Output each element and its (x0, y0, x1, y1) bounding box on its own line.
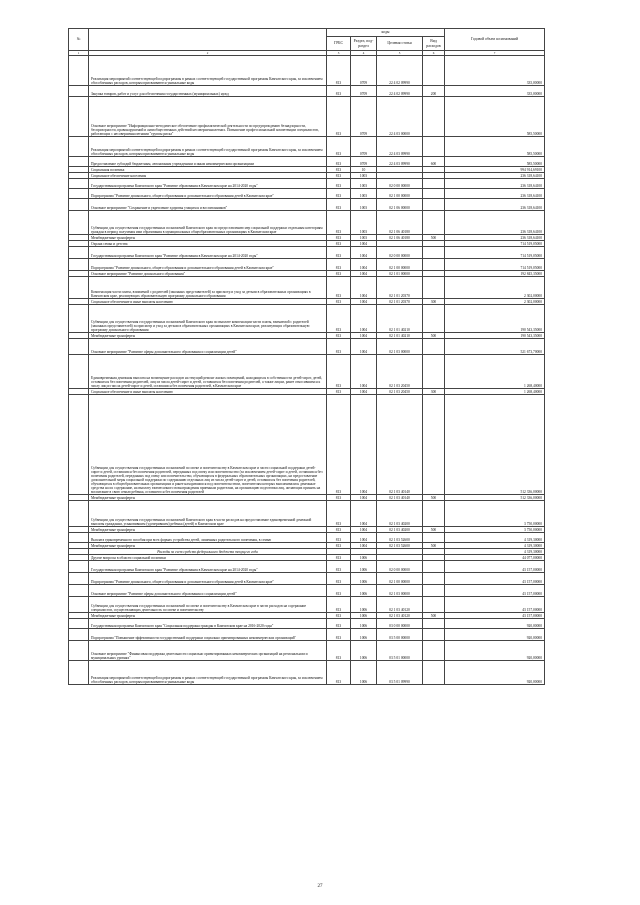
table-row (69, 97, 545, 137)
row-number-cell (69, 585, 89, 597)
row-vr-cell: 200 (423, 86, 445, 97)
row-name-cell: Субвенции для осуществления государственных полномочий Камчатского края по предоставлению мер социальной поддержки отдельным категориям граждан в период получения ими образования в муниципальных общеобразовательных организациях в Камчатском крае (89, 211, 327, 235)
row-csr-cell: 02 1 03 52600 (377, 533, 423, 543)
row-name-cell: Государственная программа Камчатского края "Развитие образования в Камчатском крае на 2014-2020 годы" (89, 247, 327, 259)
col-number-header: № (69, 29, 89, 51)
table-row (69, 179, 545, 189)
table-row (69, 355, 545, 389)
page-number: 27 (317, 884, 323, 889)
row-csr-cell: 02 1 06 40180 (377, 211, 423, 235)
row-sum-cell: 43 157,00000 (445, 597, 545, 613)
row-name-cell: Социальное обеспечение населения (89, 173, 327, 179)
row-name-cell: Охрана семьи и детства (89, 241, 327, 247)
row-name-cell: Межбюджетные трансферты (89, 333, 327, 339)
row-csr-cell: 02 0 00 00000 (377, 561, 423, 573)
row-name-cell: Государственная программа Камчатского края "Развитие образования в Камчатском крае на 2014-2020 годы" (89, 561, 327, 573)
row-number-cell (69, 86, 89, 97)
row-vr-cell (423, 247, 445, 259)
row-name-cell: Межбюджетные трансферты (89, 527, 327, 533)
table-row (69, 501, 545, 527)
row-grbs-cell: 813 (327, 561, 351, 573)
row-csr-cell: 02 1 00 00000 (377, 573, 423, 585)
row-razdel-cell: 1004 (351, 495, 377, 501)
row-razdel-cell: 10 (351, 167, 377, 173)
row-csr-cell: 02 1 01 40210 (377, 333, 423, 339)
row-grbs-cell: 813 (327, 173, 351, 179)
row-vr-cell (423, 211, 445, 235)
row-name-cell: Государственная программа Камчатского края "Социальная поддержка граждан в Камчатском крае на 2016-2020 годы" (89, 619, 327, 629)
row-csr-cell: 22 4 03 00000 (377, 97, 423, 137)
row-razdel-cell: 1004 (351, 339, 377, 355)
row-name-cell: Компенсация части платы, взимаемой с родителей (законных представителей) за присмотр и уход за детьми в образовательных организациях в Камчатском крае, реализующих образовательную программу дошкольного образования (89, 277, 327, 299)
row-grbs-cell: 813 (327, 86, 351, 97)
row-name-cell: Межбюджетные трансферты (89, 543, 327, 549)
row-name-cell: Социальное обеспечение и иные выплаты населению (89, 299, 327, 305)
row-number-cell (69, 137, 89, 157)
row-grbs-cell: 813 (327, 543, 351, 549)
row-vr-cell (423, 619, 445, 629)
row-grbs-cell: 813 (327, 533, 351, 543)
row-csr-cell: 02 1 06 00000 (377, 199, 423, 211)
row-grbs-cell: 813 (327, 619, 351, 629)
budget-table-body (69, 56, 545, 685)
row-vr-cell: 500 (423, 527, 445, 533)
row-csr-cell: 02 1 03 40120 (377, 597, 423, 613)
row-grbs-cell: 813 (327, 56, 351, 86)
row-sum-cell: 43 157,00000 (445, 573, 545, 585)
row-number-cell (69, 641, 89, 661)
col-csr-header: Целевая статья (377, 37, 423, 51)
row-sum-cell: 512 336,00000 (445, 395, 545, 495)
row-razdel-cell: 1006 (351, 561, 377, 573)
table-row (69, 277, 545, 299)
row-grbs-cell: 813 (327, 661, 351, 685)
row-number-cell (69, 533, 89, 543)
row-grbs-cell: 813 (327, 271, 351, 277)
row-sum-cell: 714 519,05000 (445, 241, 545, 247)
row-csr-cell: 22 4 03 09990 (377, 137, 423, 157)
table-row (69, 629, 545, 641)
row-vr-cell (423, 585, 445, 597)
row-sum-cell: 190 543,35000 (445, 333, 545, 339)
row-grbs-cell: 813 (327, 641, 351, 661)
row-number-cell (69, 189, 89, 199)
row-grbs-cell: 813 (327, 395, 351, 495)
row-name-cell: Реализация мероприятий соответствующей подпрограммы в рамках соответствующей государственной программы Камчатского края, за исключением обособленных расходов, которым присваиваются уникальные коды (89, 137, 327, 157)
row-sum-cell: 44 077,00000 (445, 555, 545, 561)
row-name-cell: Другие вопросы в области социальной политики (89, 555, 327, 561)
row-vr-cell: 500 (423, 333, 445, 339)
row-grbs-cell: 813 (327, 333, 351, 339)
table-row (69, 259, 545, 271)
table-row (69, 247, 545, 259)
table-row (69, 137, 545, 157)
row-razdel-cell: 1004 (351, 355, 377, 389)
row-razdel-cell: 1004 (351, 395, 377, 495)
budget-table-page (68, 28, 544, 685)
row-vr-cell (423, 97, 445, 137)
row-vr-cell (423, 573, 445, 585)
row-sum-cell: 192 845,35000 (445, 271, 545, 277)
row-razdel-cell: 1004 (351, 299, 377, 305)
row-number-cell (69, 97, 89, 137)
row-razdel-cell: 1006 (351, 573, 377, 585)
row-name-cell: Реализация мероприятий соответствующей подпрограммы в рамках соответствующей государственной программы Камчатского края, за исключением обособленных расходов, которым присваиваются уникальные коды (89, 661, 327, 685)
row-number-cell (69, 211, 89, 235)
row-number-cell (69, 179, 89, 189)
row-vr-cell (423, 199, 445, 211)
row-csr-cell: 02 1 03 40140 (377, 395, 423, 495)
row-csr-cell: 02 1 03 00000 (377, 585, 423, 597)
row-razdel-cell: 1006 (351, 641, 377, 661)
row-csr-cell: 03 5 00 00000 (377, 629, 423, 641)
row-name-cell: Подпрограмма "Развитие дошкольного, общего образования и дополнительного образования детей в Камчатском крае" (89, 189, 327, 199)
row-sum-cell: 43 157,00000 (445, 585, 545, 597)
row-name-cell: Основное мероприятие "Развитие дошкольного образования" (89, 271, 327, 277)
col-num-6: 6 (423, 51, 445, 56)
row-name-cell: Межбюджетные трансферты (89, 235, 327, 241)
row-number-cell (69, 56, 89, 86)
row-number-cell (69, 597, 89, 613)
row-csr-cell: 03 5 01 00000 (377, 641, 423, 661)
row-name-cell: Выплата единовременного пособия при всех формах устройства детей, лишенных родительского попечения, в семью (89, 533, 327, 543)
row-sum-cell: 3 750,00000 (445, 501, 545, 527)
row-vr-cell (423, 179, 445, 189)
row-csr-cell: 02 1 03 20450 (377, 355, 423, 389)
row-grbs-cell: 813 (327, 495, 351, 501)
row-vr-cell: 600 (423, 157, 445, 167)
row-grbs-cell: 813 (327, 97, 351, 137)
row-grbs-cell: 813 (327, 157, 351, 167)
row-sum-cell: 4 319,30000 (445, 543, 545, 549)
col-num-1: 1 (69, 51, 89, 56)
row-sum-cell: 920,00000 (445, 629, 545, 641)
row-vr-cell (423, 56, 445, 86)
table-row (69, 189, 545, 199)
row-number-cell (69, 561, 89, 573)
row-razdel-cell: 1004 (351, 241, 377, 247)
row-csr-cell: 03 5 01 09990 (377, 661, 423, 685)
row-grbs-cell: 813 (327, 339, 351, 355)
row-grbs-cell: 813 (327, 527, 351, 533)
row-name-cell: Подпрограмма "Развитие дошкольного, общего образования и дополнительного образования детей в Камчатском крае" (89, 259, 327, 271)
table-row (69, 305, 545, 333)
row-sum-cell: 236 318,64100 (445, 235, 545, 241)
row-number-cell (69, 339, 89, 355)
row-sum-cell: 236 318,64100 (445, 179, 545, 189)
row-vr-cell (423, 277, 445, 299)
row-razdel-cell: 1003 (351, 235, 377, 241)
row-csr-cell: 02 1 03 00000 (377, 339, 423, 355)
row-grbs-cell: 813 (327, 179, 351, 189)
row-grbs-cell: 813 (327, 189, 351, 199)
col-num-7: 7 (445, 51, 545, 56)
row-name-cell: Основное мероприятие "Финансовая поддержка деятельности социально ориентированных некоммерческих организаций на региональном и муниципальных уровнях" (89, 641, 327, 661)
codes-header: коды (327, 29, 445, 37)
row-name-cell: Расходы за счет средств федерального бюджета текущего года (89, 549, 327, 555)
row-vr-cell (423, 641, 445, 661)
row-sum-cell: 714 519,05000 (445, 247, 545, 259)
row-grbs-cell: 813 (327, 235, 351, 241)
row-vr-cell (423, 395, 445, 495)
row-grbs-cell: 813 (327, 305, 351, 333)
table-row (69, 56, 545, 86)
row-vr-cell (423, 137, 445, 157)
row-vr-cell: 500 (423, 543, 445, 549)
row-name-cell: Субвенции для осуществления государственных полномочий по опеке и попечительству в Камчатском крае в части расходов на содержание специалистов, осуществляющих деятельность по опеке и попечительству (89, 597, 327, 613)
row-csr-cell: 02 0 00 00000 (377, 179, 423, 189)
row-sum-cell: 190 543,35000 (445, 305, 545, 333)
row-number-cell (69, 259, 89, 271)
row-grbs-cell: 813 (327, 277, 351, 299)
row-vr-cell (423, 305, 445, 333)
row-sum-cell: 512 336,00000 (445, 495, 545, 501)
row-number-cell (69, 619, 89, 629)
row-razdel-cell: 1006 (351, 661, 377, 685)
row-number-cell (69, 355, 89, 389)
row-name-cell: Реализация мероприятий соответствующей подпрограммы в рамках соответствующей государственной программы Камчатского края, за исключением обособленных расходов, которым присваиваются уникальные коды (89, 56, 327, 86)
row-razdel-cell: 1004 (351, 277, 377, 299)
row-csr-cell: 02 1 01 20370 (377, 299, 423, 305)
row-vr-cell (423, 339, 445, 355)
row-grbs-cell: 813 (327, 137, 351, 157)
row-sum-cell: 2 302,00000 (445, 299, 545, 305)
row-vr-cell (423, 533, 445, 543)
row-grbs-cell: 813 (327, 597, 351, 613)
table-row (69, 395, 545, 495)
table-row (69, 86, 545, 97)
row-csr-cell: 03 0 00 00000 (377, 619, 423, 629)
row-razdel-cell: 1003 (351, 199, 377, 211)
row-razdel-cell: 0709 (351, 86, 377, 97)
row-vr-cell: 300 (423, 389, 445, 395)
row-razdel-cell: 0709 (351, 157, 377, 167)
row-name-cell: Единовременная денежная выплата на возмещение расходов на текущий ремонт жилых помещений, находящихся в собственности детей-сирот, детей, оставшихся без попечения родителей, лиц из числа детей-сирот и детей, оставшихся без попечения родителей, а также лицам, ранее относившимся к числу лиц из числа детей-сирот и детей, оставшихся без попечения родителей, в Камчатском крае (89, 355, 327, 389)
row-name-cell: Социальная политика (89, 167, 327, 173)
row-sum-cell: 335,00000 (445, 86, 545, 97)
row-razdel-cell: 1003 (351, 189, 377, 199)
table-row (69, 597, 545, 613)
row-csr-cell: 02 1 06 40180 (377, 235, 423, 241)
row-name-cell: Субвенции для осуществления государственных полномочий Камчатского края в части расходов на предоставление единовременной денежной выплаты гражданам, усыновившим (удочерившим) ребенка (детей) в Камчатском крае (89, 501, 327, 527)
row-csr-cell: 02 1 03 40140 (377, 495, 423, 501)
row-name-cell: Предоставление субсидий бюджетным, автономным учреждениям и иным некоммерческим организациям (89, 157, 327, 167)
row-sum-cell: 920,00000 (445, 641, 545, 661)
row-vr-cell (423, 597, 445, 613)
row-name-cell: Социальное обеспечение и иные выплаты населению (89, 389, 327, 395)
row-csr-cell: 02 0 00 00000 (377, 247, 423, 259)
row-sum-cell: 1 268,40000 (445, 389, 545, 395)
row-grbs-cell: 813 (327, 299, 351, 305)
row-csr-cell: 02 1 03 40200 (377, 527, 423, 533)
col-grbs-header: ГРБС (327, 37, 351, 51)
row-razdel-cell: 1006 (351, 555, 377, 561)
row-csr-cell: 22 4 02 09990 (377, 56, 423, 86)
row-sum-cell: 1 268,40000 (445, 355, 545, 389)
table-row (69, 533, 545, 543)
row-razdel-cell: 1004 (351, 271, 377, 277)
row-number-cell (69, 247, 89, 259)
row-csr-cell: 02 1 03 52600 (377, 543, 423, 549)
row-razdel-cell: 1004 (351, 333, 377, 339)
row-vr-cell: 500 (423, 613, 445, 619)
row-grbs-cell: 813 (327, 613, 351, 619)
table-row (69, 573, 545, 585)
col-volume-header: Годовой объем ассигнований (445, 29, 545, 51)
row-number-cell (69, 501, 89, 527)
row-vr-cell (423, 661, 445, 685)
row-vr-cell (423, 561, 445, 573)
row-sum-cell: 2 302,00000 (445, 277, 545, 299)
row-razdel-cell: 0709 (351, 97, 377, 137)
row-grbs-cell: 813 (327, 167, 351, 173)
row-grbs-cell: 813 (327, 573, 351, 585)
row-sum-cell: 714 519,05000 (445, 259, 545, 271)
row-razdel-cell: 1004 (351, 305, 377, 333)
col-name-header (89, 29, 327, 51)
row-sum-cell: 994 914,69100 (445, 167, 545, 173)
row-razdel-cell: 1004 (351, 527, 377, 533)
row-number-cell (69, 157, 89, 167)
table-row (69, 339, 545, 355)
row-grbs-cell: 813 (327, 355, 351, 389)
row-sum-cell: 585,50000 (445, 157, 545, 167)
col-vr-header: Вид расходов (423, 37, 445, 51)
row-sum-cell: 236 318,64100 (445, 173, 545, 179)
row-razdel-cell: 1003 (351, 179, 377, 189)
row-razdel-cell: 1004 (351, 259, 377, 271)
row-csr-cell: 02 1 00 00000 (377, 189, 423, 199)
row-razdel-cell: 0709 (351, 56, 377, 86)
row-sum-cell: 521 673,70000 (445, 339, 545, 355)
col-num-3: 3 (327, 51, 351, 56)
row-csr-cell: 22 4 02 09990 (377, 86, 423, 97)
table-row (69, 211, 545, 235)
row-name-cell: Подпрограмма "Развитие дошкольного, общего образования и дополнительного образования детей в Камчатском крае" (89, 573, 327, 585)
row-vr-cell (423, 189, 445, 199)
row-vr-cell (423, 501, 445, 527)
row-sum-cell: 236 318,64100 (445, 211, 545, 235)
row-number-cell (69, 305, 89, 333)
table-row (69, 619, 545, 629)
col-num-5: 5 (377, 51, 423, 56)
table-row (69, 561, 545, 573)
col-razdel-header: Раздел, под- раздел (351, 37, 377, 51)
row-vr-cell: 500 (423, 235, 445, 241)
row-csr-cell: 02 1 01 20370 (377, 277, 423, 299)
row-name-cell: Основное мероприятие "Информационно-методическое обеспечение профилактической деятельности по предупреждению безнадзорности, беспризорности, правонарушений и антиобщественных действий несовершеннолетних. Повышение профессиональной компетенции специалистов, работающих с несовершеннолетними "группы риска" (89, 97, 327, 137)
row-name-cell: Основное мероприятие "Развитие сферы дополнительного образования и социализации детей" (89, 585, 327, 597)
col-num-4: 4 (351, 51, 377, 56)
row-number-cell (69, 573, 89, 585)
row-razdel-cell: 1006 (351, 629, 377, 641)
row-sum-cell: 4 319,30000 (445, 533, 545, 543)
row-razdel-cell: 1006 (351, 613, 377, 619)
row-name-cell: Основное мероприятие "Сохранение и укрепление здоровья учащихся и воспитанников" (89, 199, 327, 211)
row-csr-cell: 22 4 03 09990 (377, 157, 423, 167)
row-number-cell (69, 661, 89, 685)
row-razdel-cell: 1006 (351, 597, 377, 613)
row-vr-cell (423, 259, 445, 271)
table-row (69, 199, 545, 211)
row-razdel-cell: 1004 (351, 543, 377, 549)
table-row (69, 641, 545, 661)
row-razdel-cell: 0709 (351, 137, 377, 157)
row-name-cell: Межбюджетные трансферты (89, 613, 327, 619)
row-csr-cell: 02 1 03 40120 (377, 613, 423, 619)
row-csr-cell: 02 1 01 00000 (377, 271, 423, 277)
row-sum-cell: 43 157,00000 (445, 561, 545, 573)
row-razdel-cell: 1003 (351, 211, 377, 235)
row-sum-cell: 335,00000 (445, 56, 545, 86)
row-razdel-cell: 1006 (351, 619, 377, 629)
row-csr-cell: 02 1 00 00000 (377, 259, 423, 271)
row-vr-cell (423, 355, 445, 389)
row-name-cell: Государственная программа Камчатского края "Развитие образования в Камчатском крае на 2014-2020 годы" (89, 179, 327, 189)
row-grbs-cell: 813 (327, 211, 351, 235)
row-vr-cell: 500 (423, 495, 445, 501)
row-grbs-cell: 813 (327, 247, 351, 259)
row-sum-cell: 4 319,30000 (445, 549, 545, 555)
row-grbs-cell: 813 (327, 501, 351, 527)
row-number-cell (69, 277, 89, 299)
row-sum-cell: 920,00000 (445, 661, 545, 685)
row-name-cell: Межбюджетные трансферты (89, 495, 327, 501)
row-grbs-cell: 813 (327, 555, 351, 561)
row-razdel-cell: 1006 (351, 585, 377, 597)
row-name-cell: Закупка товаров, работ и услуг для обеспечения государственных (муниципальных) нужд (89, 86, 327, 97)
row-sum-cell: 43 157,00000 (445, 613, 545, 619)
budget-table (68, 28, 545, 685)
row-grbs-cell: 813 (327, 199, 351, 211)
row-vr-cell (423, 629, 445, 641)
row-grbs-cell: 813 (327, 585, 351, 597)
row-razdel-cell: 1004 (351, 533, 377, 543)
row-sum-cell: 236 318,64100 (445, 189, 545, 199)
row-csr-cell: 02 1 03 20450 (377, 389, 423, 395)
row-sum-cell: 3 750,00000 (445, 527, 545, 533)
row-name-cell: Субвенции для осуществления государственных полномочий Камчатского края по выплате компенсации части платы, взимаемой с родителей (законных представителей) за присмотр и уход за детьми в образовательных организациях в Камчатском крае, реализующих образовательную программу дошкольного образования (89, 305, 327, 333)
table-row (69, 585, 545, 597)
row-razdel-cell: 1004 (351, 389, 377, 395)
row-name-cell: Подпрограмма "Повышение эффективности государственной поддержки социально ориентированных некоммерческих организаций" (89, 629, 327, 641)
row-vr-cell: 300 (423, 299, 445, 305)
row-csr-cell: 02 1 01 40210 (377, 305, 423, 333)
table-row (69, 157, 545, 167)
row-name-cell: Основное мероприятие "Развитие сферы дополнительного образования и социализации детей" (89, 339, 327, 355)
row-number-cell (69, 199, 89, 211)
row-sum-cell: 236 318,64100 (445, 199, 545, 211)
col-num-2: 2 (89, 51, 327, 56)
row-sum-cell: 920,00000 (445, 619, 545, 629)
row-csr-cell: 02 1 03 40200 (377, 501, 423, 527)
row-grbs-cell: 813 (327, 389, 351, 395)
row-razdel-cell: 1004 (351, 247, 377, 259)
row-sum-cell: 585,50000 (445, 97, 545, 137)
row-number-cell (69, 629, 89, 641)
row-razdel-cell: 1004 (351, 501, 377, 527)
row-sum-cell: 585,50000 (445, 137, 545, 157)
row-grbs-cell: 813 (327, 629, 351, 641)
row-razdel-cell: 1003 (351, 173, 377, 179)
row-number-cell (69, 395, 89, 495)
row-grbs-cell: 813 (327, 259, 351, 271)
table-row (69, 661, 545, 685)
row-grbs-cell: 813 (327, 241, 351, 247)
row-name-cell: Субвенции для осуществления государственных полномочий по опеке и попечительству в Камчатском крае и части социальной поддержки детей-сирот и детей, оставшихся без попечения родителей, переданных под опеку или попечительство (за исключением детей-сирот и детей, оставшихся без попечения родителей, переданных под опеку или попечительство, обучающихся в федеральных образовательных организациях, на предоставление дополнительной меры социальной поддержки по содержанию отдельных лиц из числа детей-сирот и детей, оставшихся без попечения родителей, обучающихся в общеобразовательных организациях и ранее находившихся под попечительством, попечителям которых выплачивались денежные средства на их содержание, на выплату ежемесячного вознаграждения приемным родителям, на организацию подготовки лиц, желающих принять на воспитание в свою семью ребенка, оставшегося без попечения родителей (89, 395, 327, 495)
